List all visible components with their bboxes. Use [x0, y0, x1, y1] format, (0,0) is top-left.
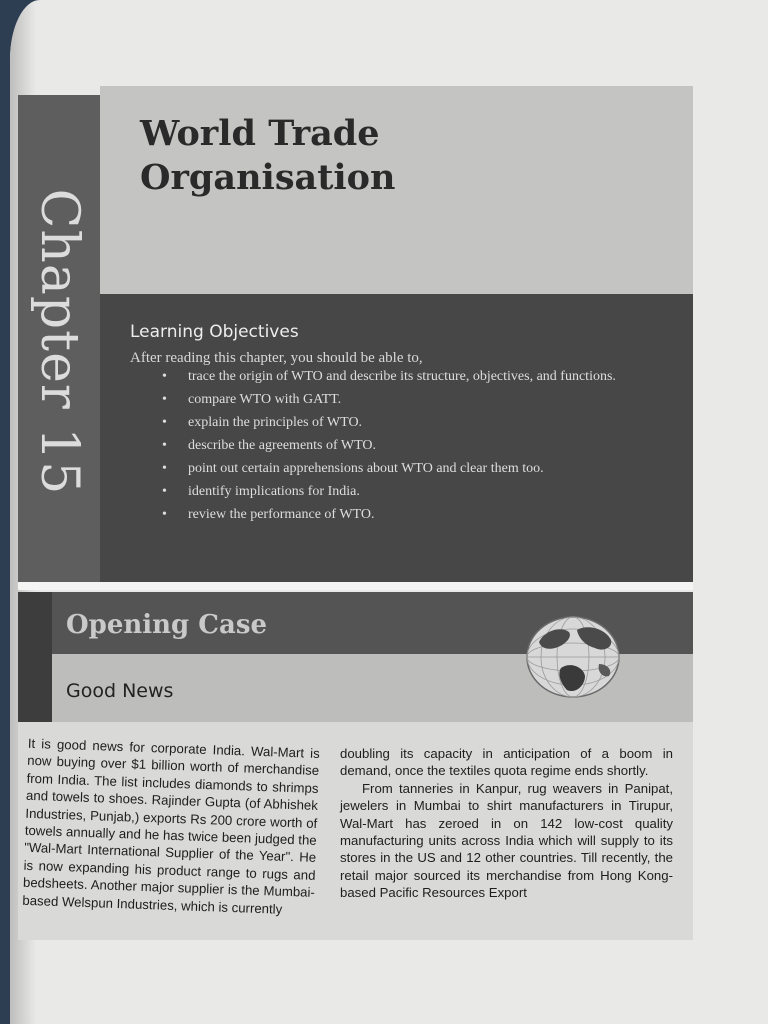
objective-item: • describe the agreements of WTO. [162, 438, 616, 461]
learning-objectives-intro: After reading this chapter, you should be able to, [130, 350, 423, 366]
learning-objectives-heading: Learning Objectives [130, 322, 299, 342]
case-text-left-column [22, 735, 320, 919]
section-divider [18, 582, 693, 590]
opening-case-label: Opening Case [66, 610, 268, 640]
case-paragraph: doubling its capacity in anticipation of a boom in demand, once the textiles quota regime ends shortly. [340, 746, 673, 779]
objective-item: • trace the origin of WTO and describe its structure, objectives, and functions. [162, 369, 616, 392]
case-text-right-column [340, 745, 673, 902]
opening-case-lead-block [18, 592, 52, 722]
globe-icon [521, 612, 625, 700]
objective-item: • identify implications for India. [162, 484, 616, 507]
objective-item: • review the performance of WTO. [162, 507, 616, 530]
objective-item: • point out certain apprehensions about WTO and clear them too. [162, 461, 616, 484]
chapter-title-line1: World Trade [140, 113, 380, 154]
chapter-label: Chapter 15 [29, 188, 89, 496]
case-paragraph: From tanneries in Kanpur, rug weavers in Panipat, jewelers in Mumbai to shirt manufacturers in Tirupur, Wal-Mart has zeroed in on 142 low-cost quality manufacturing units across India which will supply to its stores in the US and 12 other countries. Till recently, the retail major sourced its merchandise from Hong Kong-based Pacific Resources Export [340, 780, 673, 901]
objective-item: • explain the principles of WTO. [162, 415, 616, 438]
objective-item: • compare WTO with GATT. [162, 392, 616, 415]
chapter-title [140, 112, 395, 200]
case-paragraph: It is good news for corporate India. Wal-Mart is now buying over $1 billion worth of merchandise from India. The list includes diamonds to shrimps and towels to shoes. Rajinder Gupta (of Abhishek Industries, Punjab,) exports Rs 200 crore worth of towels annually and he has twice been judged the "Wal-Mart International Supplier of the Year". He is now expanding his product range to rugs and bedsheets. Another major supplier is the Mumbai-based Welspun Industries, which is currently [22, 735, 320, 917]
learning-objectives-list [162, 369, 616, 530]
case-subtitle: Good News [66, 680, 174, 702]
chapter-title-line2: Organisation [140, 157, 396, 198]
